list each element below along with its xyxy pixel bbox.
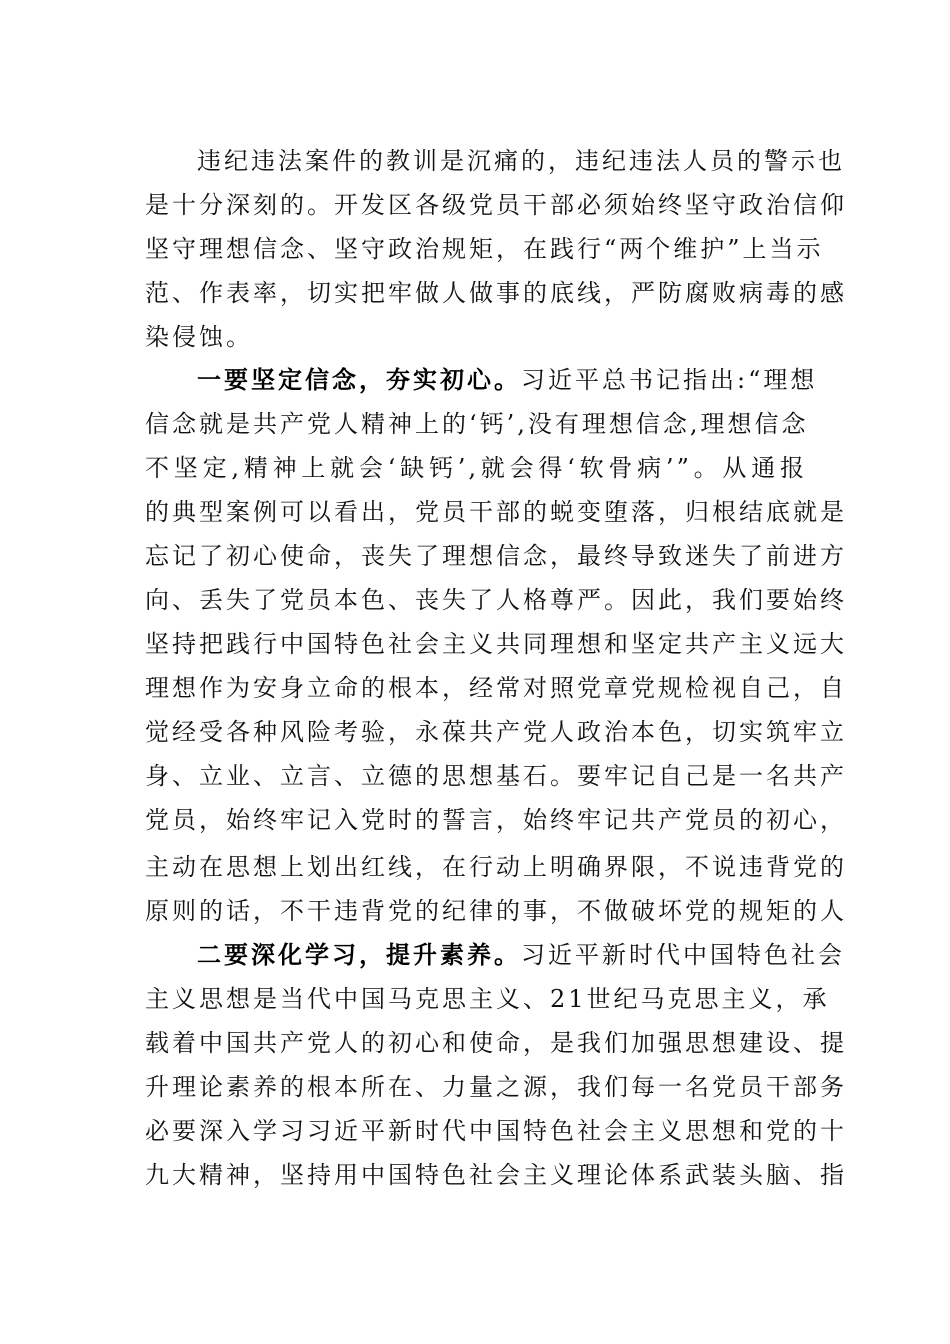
paragraph-line: 觉经受各种风险考验，永葆共产党人政治本色，切实筑牢立 xyxy=(145,718,847,746)
paragraph-line: 九大精神，坚持用中国特色社会主义理论体系武装头脑、指 xyxy=(145,1161,847,1189)
paragraph-line: 不坚定,精神上就会‘缺钙’,就会得‘软骨病’”。从通报 xyxy=(145,454,807,482)
paragraph-line: 坚守理想信念、坚守政治规矩，在践行“两个维护”上当示 xyxy=(145,235,824,263)
paragraph-text: 习近平新时代中国特色社会 xyxy=(521,941,845,969)
paragraph-line: 忘记了初心使命，丧失了理想信念，最终导致迷失了前进方 xyxy=(145,542,847,570)
paragraph-line: 必要深入学习习近平新时代中国特色社会主义思想和党的十 xyxy=(145,1117,847,1145)
paragraph-line: 主义思想是当代中国马克思主义、21世纪马克思主义，承 xyxy=(145,985,830,1013)
section-heading-line xyxy=(197,933,845,977)
paragraph-line: 信念就是共产党人精神上的‘钙’,没有理想信念,理想信念 xyxy=(145,410,809,438)
paragraph-line: 理想作为安身立命的根本，经常对照党章党规检视自己，自 xyxy=(145,674,847,702)
paragraph-line: 是十分深刻的。开发区各级党员干部必须始终坚守政治信仰 xyxy=(145,191,847,219)
paragraph-line: 主动在思想上划出红线，在行动上明确界限，不说违背党的 xyxy=(145,853,847,881)
section-heading-line xyxy=(197,358,818,402)
section-heading: 一要坚定信念，夯实初心。 xyxy=(197,365,521,394)
section-heading: 二要深化学习，提升素养。 xyxy=(197,940,521,969)
paragraph-line: 身、立业、立言、立德的思想基石。要牢记自己是一名共产 xyxy=(145,762,847,790)
paragraph-line: 升理论素养的根本所在、力量之源，我们每一名党员干部务 xyxy=(145,1073,847,1101)
paragraph-line: 载着中国共产党人的初心和使命，是我们加强思想建设、提 xyxy=(145,1029,847,1057)
paragraph-line: 原则的话，不干违背党的纪律的事，不做破坏党的规矩的人 xyxy=(145,897,847,925)
paragraph-text: 习近平总书记指出:“理想 xyxy=(521,366,818,394)
paragraph-line: 违纪违法案件的教训是沉痛的，违纪违法人员的警示也 xyxy=(197,147,845,175)
paragraph-line: 坚持把践行中国特色社会主义共同理想和坚定共产主义远大 xyxy=(145,630,847,658)
paragraph-line: 党员，始终牢记入党时的誓言，始终牢记共产党员的初心， xyxy=(145,806,847,834)
paragraph-line: 向、丢失了党员本色、丧失了人格尊严。因此，我们要始终 xyxy=(145,586,847,614)
paragraph-line: 范、作表率，切实把牢做人做事的底线，严防腐败病毒的感 xyxy=(145,279,847,307)
paragraph-line: 的典型案例可以看出，党员干部的蜕变堕落，归根结底就是 xyxy=(145,498,847,526)
paragraph-line: 染侵蚀。 xyxy=(145,323,253,351)
